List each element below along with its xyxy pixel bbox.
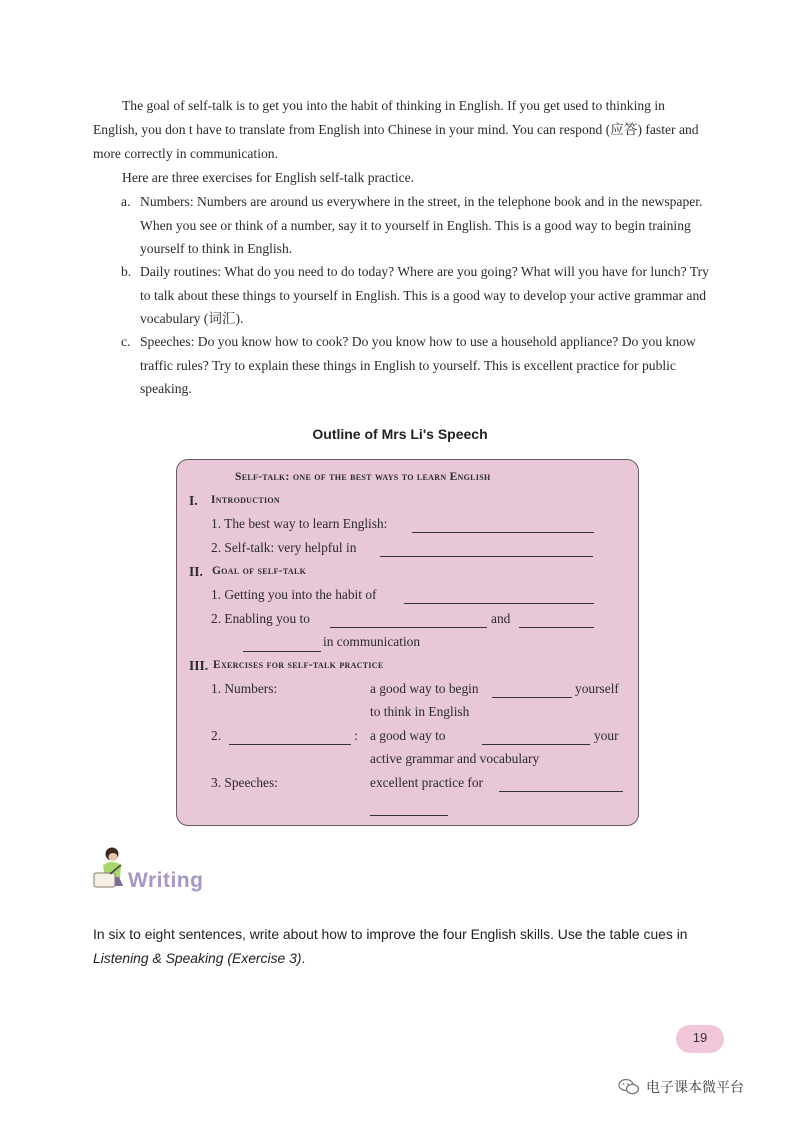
list-item-letter: a. (121, 194, 131, 209)
writing-instructions (93, 922, 723, 970)
answer-blank[interactable] (482, 732, 590, 745)
outline-item: 3. Speeches: (211, 775, 278, 790)
watermark (618, 1075, 744, 1099)
answer-blank[interactable] (243, 639, 321, 652)
section-title: Goal of self-talk (212, 565, 307, 577)
section-numeral: II. (189, 564, 203, 579)
answer-blank[interactable] (229, 732, 351, 745)
answer-blank[interactable] (519, 615, 594, 628)
answer-blank[interactable] (404, 591, 594, 604)
answer-blank[interactable] (330, 615, 487, 628)
list-item (121, 190, 716, 261)
writing-section-title: Writing (128, 869, 204, 892)
list-item (121, 330, 716, 401)
outline-item: : (354, 728, 358, 743)
outline-box (176, 459, 639, 826)
list-item-text: Speeches: Do you know how to cook? Do you know how to use a household appliance? Do you know traffic rules? Try to explain these things in English to yourself. This is excellent practice for public speaking. (140, 334, 696, 396)
page-number: 19 (676, 1025, 724, 1053)
outline-item: 2. (211, 728, 222, 743)
outline-item: 2. Self-talk: very helpful in (211, 540, 357, 555)
outline-item: a good way to begin (370, 681, 479, 696)
outline-item: excellent practice for (370, 775, 484, 790)
outline-item: a good way to (370, 728, 446, 743)
list-item-text: Numbers: Numbers are around us everywhere in the street, in the telephone book and in the newspaper. When you see or think of a number, say it to yourself in English. This is a good way to begin training yourself to think in English. (140, 194, 703, 256)
intro-paragraph: The goal of self-talk is to get you into the habit of thinking in English. If you get used to thinking in English, you don t have to translate from English into Chinese in your mind. You can respond (应答) faster and more correctly in communication. (93, 98, 699, 161)
list-item (121, 260, 716, 331)
wechat-icon (618, 1078, 640, 1096)
section-numeral: III. (189, 658, 209, 673)
writing-person-icon (90, 844, 130, 892)
answer-blank[interactable] (370, 803, 448, 816)
list-item-letter: c. (121, 334, 131, 349)
answer-blank[interactable] (499, 779, 623, 792)
exercises-intro: Here are three exercises for English self-talk practice. (122, 170, 415, 185)
writing-instructions-reference: Listening & Speaking (Exercise 3) (93, 950, 302, 966)
outline-item: your (594, 728, 619, 743)
outline-item: in communication (323, 634, 421, 649)
watermark-text: 电子课本微平台 (646, 1080, 744, 1096)
section-numeral: I. (189, 493, 198, 508)
answer-blank[interactable] (380, 544, 593, 557)
answer-blank[interactable] (412, 520, 594, 533)
outline-item: 2. Enabling you to (211, 611, 310, 626)
outline-title: Outline of Mrs Li's Speech (312, 426, 488, 442)
section-title: Exercises for self-talk practice (213, 659, 384, 671)
answer-blank[interactable] (492, 685, 572, 698)
list-item-text: Daily routines: What do you need to do today? Where are you going? What will you have for lunch? Try to talk about these things to yourself in English. This is a good way to develop your active grammar and vocabulary (词汇). (140, 264, 709, 326)
outline-item: yourself (575, 681, 619, 696)
writing-instructions-end: . (301, 950, 306, 966)
outline-item: 1. Getting you into the habit of (211, 587, 377, 602)
list-item-letter: b. (121, 264, 132, 279)
outline-item: to think in English (370, 704, 470, 719)
outline-item: 1. Numbers: (211, 681, 278, 696)
outline-item: 1. The best way to learn English: (211, 516, 388, 531)
section-title: Introduction (211, 494, 280, 506)
writing-instructions-text: In six to eight sentences, write about how to improve the four English skills. Use the table cues in (93, 926, 688, 942)
outline-heading: Self-talk: one of the best ways to learn English (235, 471, 491, 483)
outline-item: active grammar and vocabulary (370, 751, 540, 766)
outline-item-connector: and (491, 611, 511, 626)
